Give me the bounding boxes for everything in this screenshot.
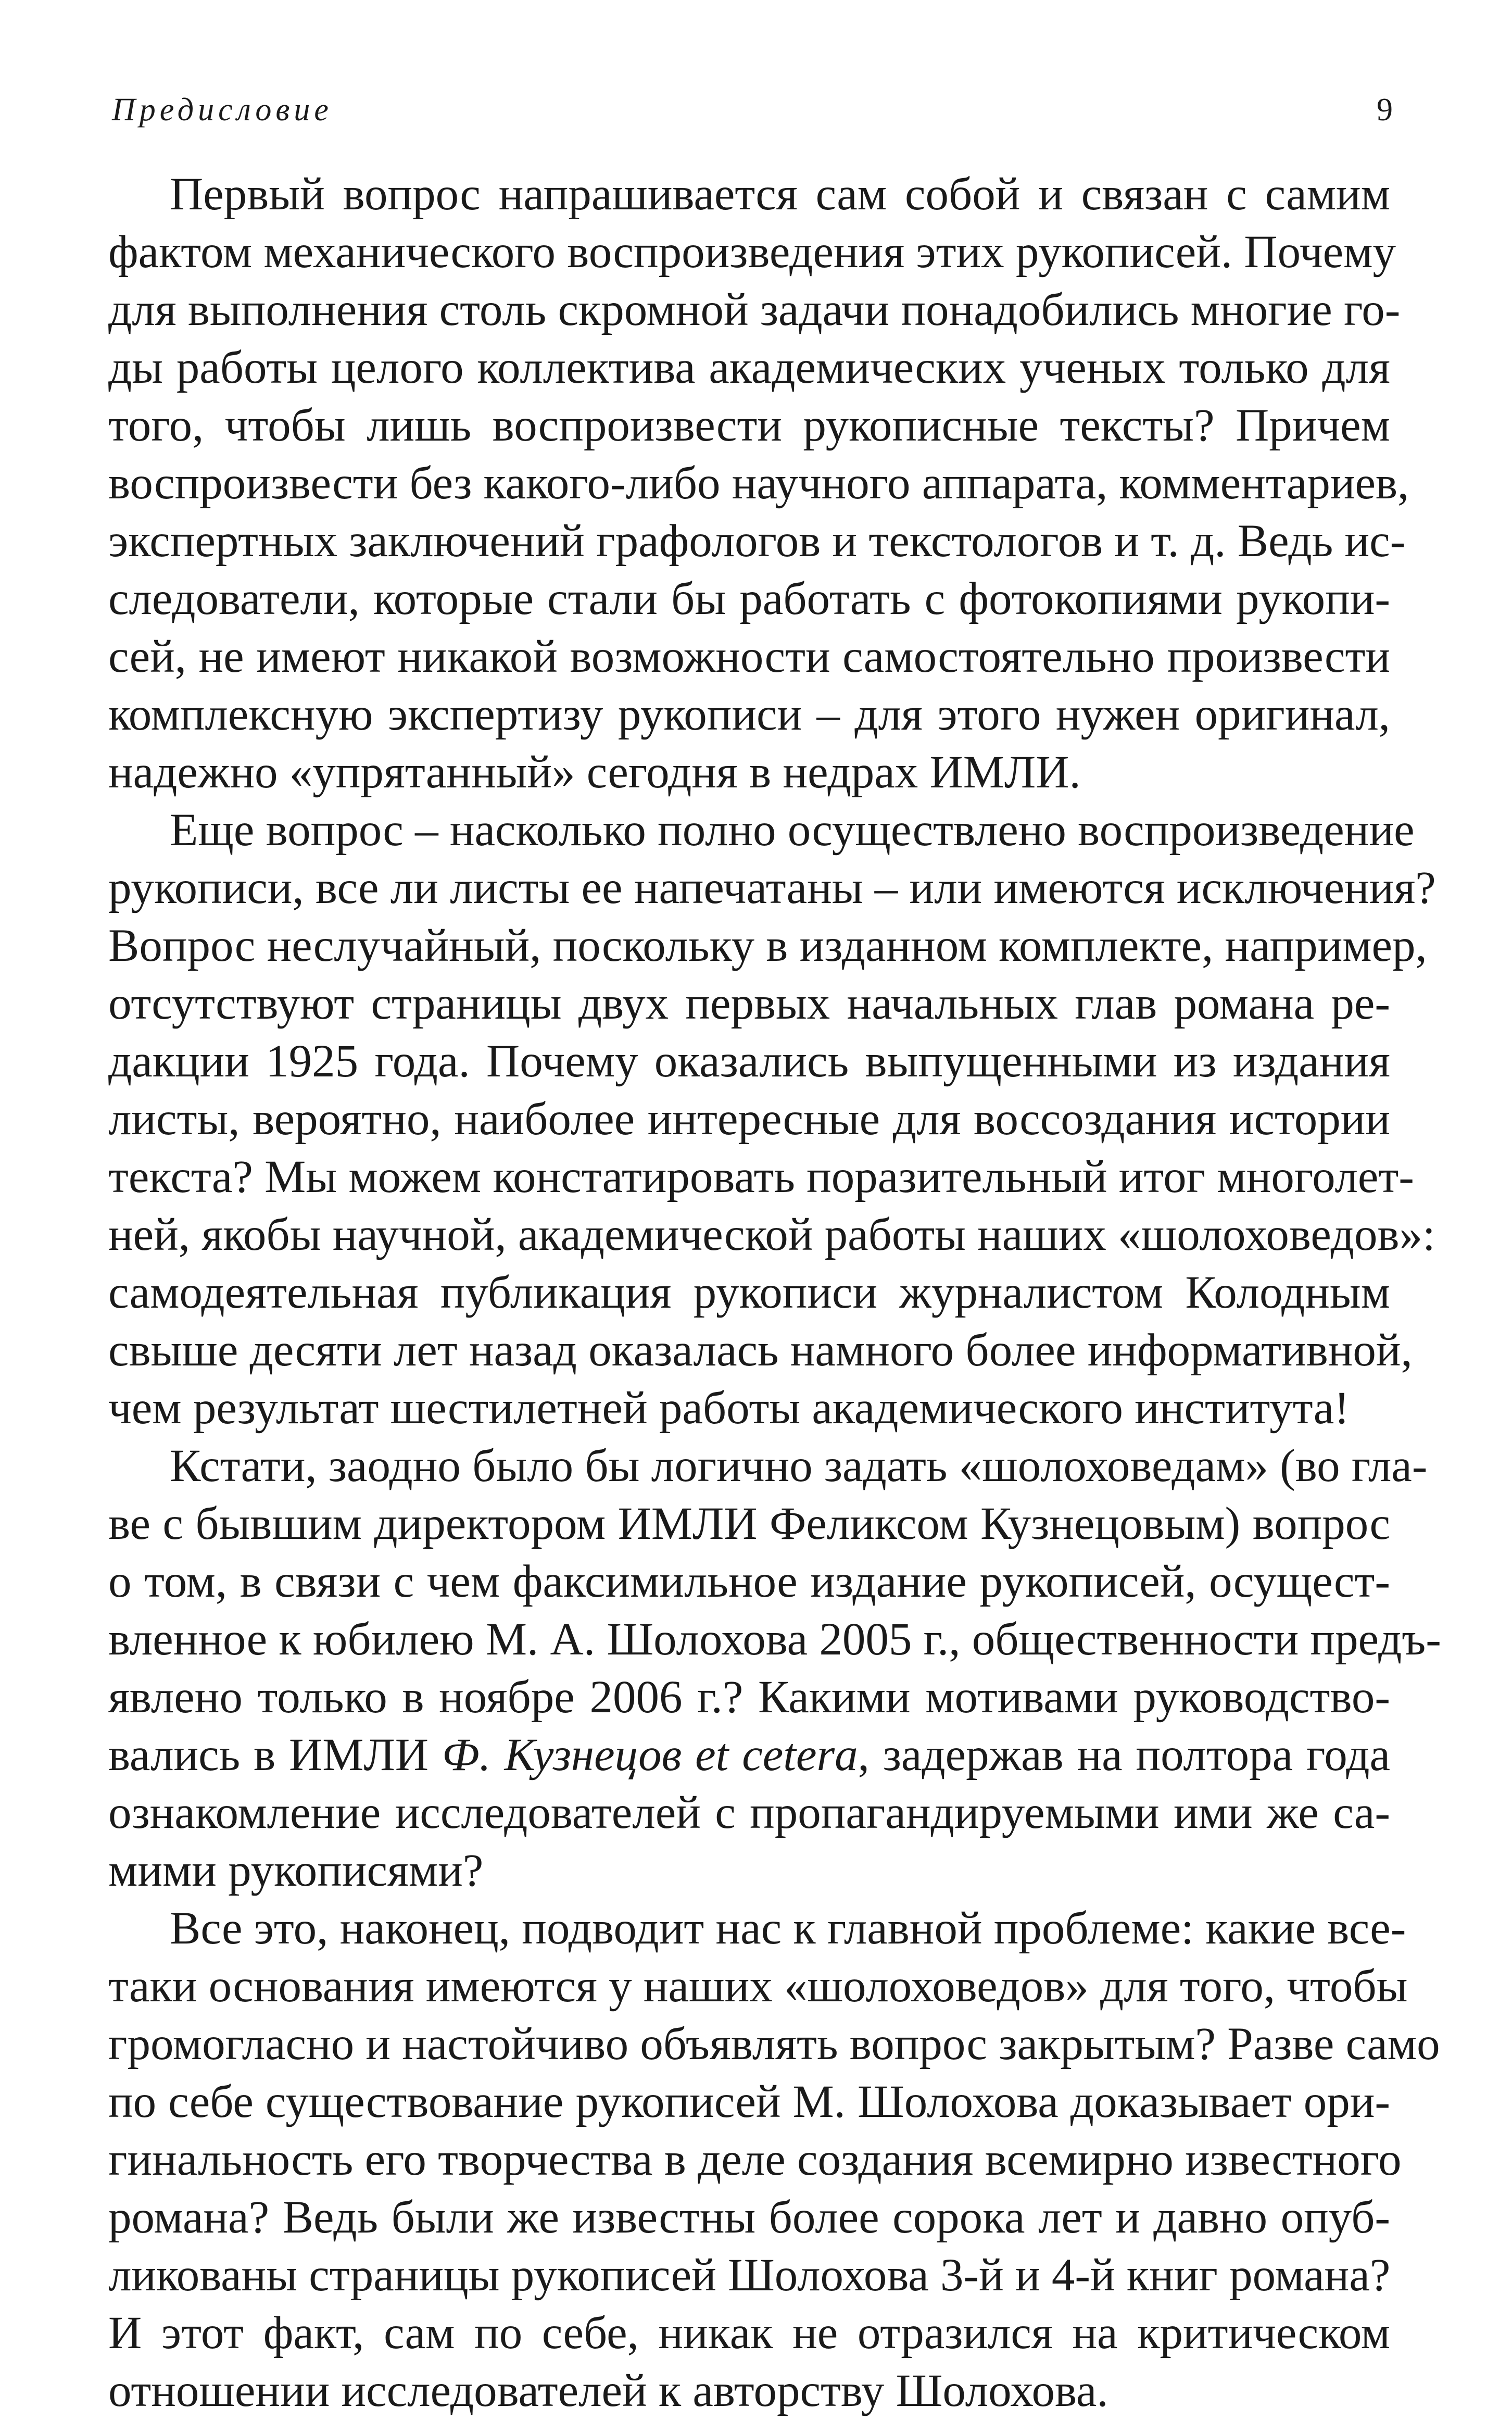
text-line: ознакомление исследователей с пропагандируемыми ими же са- <box>108 1787 1390 1838</box>
text-line: следователи, которые стали бы работать с фотокопиями рукопи- <box>108 573 1390 624</box>
text-line: отношении исследователей к авторству Шолохова. <box>108 2365 1108 2416</box>
text-line-with-italic <box>108 1726 1390 1784</box>
text-line: ней, якобы научной, академической работы наших «шолоховедов»: <box>108 1209 1435 1260</box>
text-line: того, чтобы лишь воспроизвести рукописные тексты? Причем <box>108 400 1390 451</box>
text-line: таки основания имеются у наших «шолоховедов» для того, чтобы <box>108 1961 1408 2012</box>
text-line: ды работы целого коллектива академических ученых только для <box>108 342 1390 393</box>
text-line: свыше десяти лет назад оказалась намного более информативной, <box>108 1325 1413 1376</box>
text-line: сей, не имеют никакой возможности самостоятельно произвести <box>108 631 1390 682</box>
text-line: И этот факт, сам по себе, никак не отразился на критическом <box>108 2308 1390 2359</box>
text-line: Еще вопрос – насколько полно осуществлено воспроизведение <box>170 805 1415 856</box>
running-head <box>112 94 1393 141</box>
text-line: Кстати, заодно было бы логично задать «шолоховедам» (во гла- <box>170 1440 1428 1491</box>
text-segment: вались в ИМЛИ <box>108 1729 442 1780</box>
text-line: громогласно и настойчиво объявлять вопрос закрытым? Разве само <box>108 2018 1440 2070</box>
text-line: листы, вероятно, наиболее интересные для воссоздания истории <box>108 1094 1390 1145</box>
text-line: ликованы страницы рукописей Шолохова 3-й и 4-й книг романа? <box>108 2250 1391 2301</box>
text-line: фактом механического воспроизведения этих рукописей. Почему <box>108 227 1396 278</box>
page-number: 9 <box>1377 92 1393 128</box>
text-line: по себе существование рукописей М. Шолохова доказывает ори- <box>108 2076 1390 2127</box>
text-line: о том, в связи с чем факсимильное издание рукописей, осущест- <box>108 1556 1390 1607</box>
text-line: надежно «упрятанный» сегодня в недрах ИМЛИ. <box>108 747 1081 798</box>
section-title: Предисловие <box>112 92 333 128</box>
text-line: романа? Ведь были же известны более сорока лет и давно опуб- <box>108 2192 1390 2243</box>
text-line: дакции 1925 года. Почему оказались выпущенными из издания <box>108 1036 1390 1087</box>
text-line: отсутствуют страницы двух первых начальных глав романа ре- <box>108 978 1390 1029</box>
text-line: воспроизвести без какого-либо научного аппарата, комментариев, <box>108 458 1409 509</box>
text-line: комплексную экспертизу рукописи – для этого нужен оригинал, <box>108 689 1390 740</box>
italic-text-segment: Ф. Кузнецов et cetera <box>442 1729 858 1780</box>
text-segment: , задержав на полтора года <box>858 1729 1390 1780</box>
text-line: чем результат шестилетней работы академического института! <box>108 1383 1350 1434</box>
text-line: самодеятельная публикация рукописи журналистом Колодным <box>108 1267 1390 1318</box>
text-line: для выполнения столь скромной задачи понадобились многие го- <box>108 284 1401 335</box>
text-line: экспертных заключений графологов и текстологов и т. д. Ведь ис- <box>108 516 1406 567</box>
text-line: Все это, наконец, подводит нас к главной проблеме: какие все- <box>170 1903 1406 1954</box>
text-line: гинальность его творчества в деле создания всемирно известного <box>108 2134 1402 2185</box>
text-line: явлено только в ноябре 2006 г.? Какими мотивами руководство- <box>108 1672 1390 1723</box>
text-line: текста? Мы можем констатировать поразительный итог многолет- <box>108 1151 1414 1202</box>
text-line: Вопрос неслучайный, поскольку в изданном комплекте, например, <box>108 920 1427 971</box>
body-text <box>108 166 1441 2420</box>
text-line: вленное к юбилею М. А. Шолохова 2005 г., общественности предъ- <box>108 1614 1441 1665</box>
text-line: рукописи, все ли листы ее напечатаны – или имеются исключения? <box>108 862 1436 913</box>
text-line: Первый вопрос напрашивается сам собой и связан с самим <box>170 169 1390 220</box>
text-line: мими рукописями? <box>108 1845 484 1896</box>
text-line: ве с бывшим директором ИМЛИ Феликсом Кузнецовым) вопрос <box>108 1498 1390 1549</box>
